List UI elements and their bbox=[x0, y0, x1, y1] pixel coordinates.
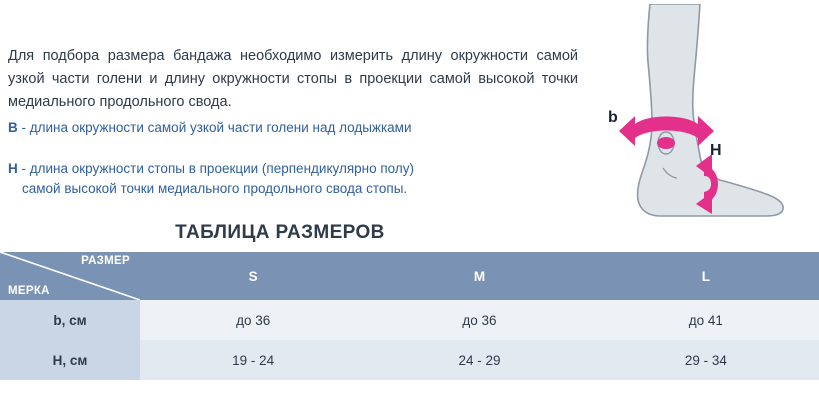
ankle-svg bbox=[588, 4, 813, 226]
row-label-h: H, см bbox=[0, 340, 140, 380]
legend-h bbox=[8, 159, 588, 200]
table-header-row bbox=[0, 252, 819, 300]
legend-h-key: H bbox=[8, 161, 18, 176]
size-table bbox=[0, 252, 819, 380]
legend-b-text: - длина окружности самой узкой части голени над лодыжками bbox=[17, 120, 412, 135]
column-header-s: S bbox=[140, 252, 366, 300]
cell-b-m: до 36 bbox=[366, 300, 592, 340]
leg-shape bbox=[638, 4, 784, 216]
cell-b-l: до 41 bbox=[593, 300, 819, 340]
intro-paragraph: Для подбора размера бандажа необходимо измерить длину окружности самой узкой части голени и длину окружности стопы в проекции самой высокой точки медиального продольного свода. bbox=[8, 47, 578, 111]
figure-label-b: b bbox=[608, 109, 618, 126]
legend-h-text: - длина окружности стопы в проекции (перпендикулярно полу) bbox=[17, 161, 415, 176]
cell-b-s: до 36 bbox=[140, 300, 366, 340]
ankle-illustration bbox=[588, 4, 813, 226]
corner-size-label: РАЗМЕР bbox=[81, 255, 130, 267]
cell-h-l: 29 - 34 bbox=[593, 340, 819, 380]
row-label-b: b, см bbox=[0, 300, 140, 340]
table-row bbox=[0, 340, 819, 380]
cell-h-s: 19 - 24 bbox=[140, 340, 366, 380]
legend-b-key: B bbox=[8, 120, 18, 135]
table-row bbox=[0, 300, 819, 340]
table-title: ТАБЛИЦА РАЗМЕРОВ bbox=[175, 222, 385, 243]
legend-h-text-line2: самой высокой точки медиального продольного свода стопы. bbox=[22, 181, 408, 197]
figure-label-h: H bbox=[710, 142, 722, 159]
legend-b bbox=[8, 118, 588, 138]
column-header-m: M bbox=[366, 252, 592, 300]
corner-measure-label: МЕРКА bbox=[8, 285, 50, 297]
cell-h-m: 24 - 29 bbox=[366, 340, 592, 380]
table-corner-cell bbox=[0, 252, 140, 300]
column-header-l: L bbox=[593, 252, 819, 300]
